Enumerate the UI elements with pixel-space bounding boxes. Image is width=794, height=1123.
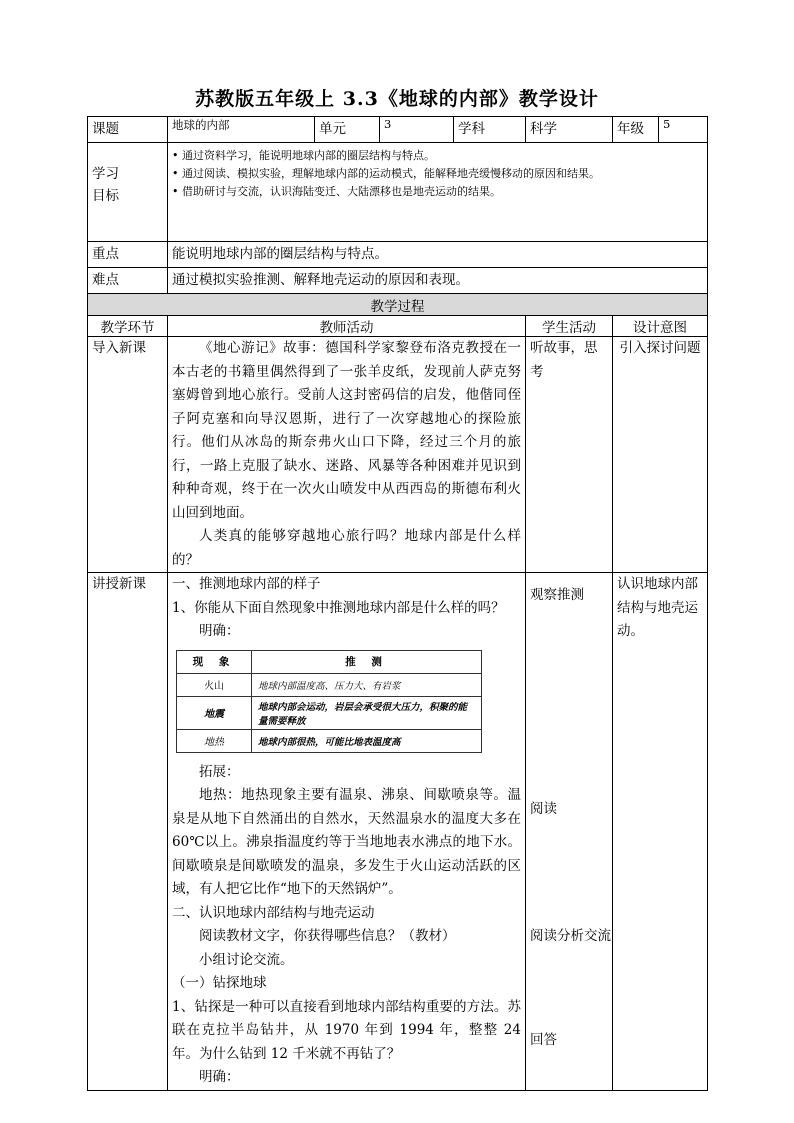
student-activity-read: 阅读 bbox=[530, 801, 557, 817]
clarify-1: 明确： bbox=[199, 623, 240, 639]
subject-label: 学科 bbox=[454, 117, 526, 143]
student-activity-answer: 回答 bbox=[530, 1032, 557, 1048]
column-header-stage: 教学环节 bbox=[88, 316, 168, 337]
lecture-stage: 讲授新课 bbox=[88, 573, 168, 1091]
lecture-row bbox=[88, 573, 708, 1091]
intro-intent: 引入探讨问题 bbox=[613, 337, 708, 573]
difficulty-row bbox=[88, 268, 708, 294]
key-point-label: 重点 bbox=[88, 242, 168, 268]
section-1-heading: 一、推测地球内部的样子 bbox=[172, 576, 321, 592]
grade-value: 5 bbox=[659, 117, 708, 143]
key-point-row bbox=[88, 242, 708, 268]
info-row bbox=[88, 117, 708, 143]
table-row bbox=[177, 673, 482, 696]
objectives-row bbox=[88, 143, 708, 242]
intro-story-paragraph: 《地心游记》故事：德国科学家黎登布洛克教授在一本古老的书籍里偶然得到了一张羊皮纸，发现前人萨克努塞姆曾到地心旅行。受前人这封密码信的启发，他偕同侄子阿克塞和向导汉恩斯，进行了一次穿越地心的探险旅行。他们从冰岛的斯奈弗火山口下降，经过三个月的旅行，一路上克服了缺水、迷路、风暴等各种困难并见识到种种奇观，终于在一次火山喷发中从西西岛的斯德布利火山回到地面。 bbox=[172, 340, 521, 521]
key-point-value: 能说明地球内部的圈层结构与特点。 bbox=[168, 242, 708, 268]
objectives-content bbox=[168, 143, 708, 242]
section-2-heading: 二、认识地球内部结构与地壳运动 bbox=[172, 904, 375, 921]
intro-stage: 导入新课 bbox=[88, 337, 168, 573]
phenomenon-header: 现 象 bbox=[177, 650, 252, 673]
lecture-teacher bbox=[168, 573, 526, 1091]
column-header-intent: 设计意图 bbox=[613, 316, 708, 337]
question-1: 1、你能从下面自然现象中推测地球内部是什么样的吗？ bbox=[172, 599, 505, 616]
group-discussion: 小组讨论交流。 bbox=[199, 951, 294, 968]
objective-item: • 借助研讨与交流，认识海陆变迁、大陆漂移也是地壳运动的结果。 bbox=[172, 185, 501, 198]
student-activity-discuss: 阅读分析交流 bbox=[530, 928, 611, 944]
column-header-teacher: 教师活动 bbox=[168, 316, 526, 337]
phenomenon-table bbox=[176, 650, 482, 753]
difficulty-label: 难点 bbox=[88, 268, 168, 294]
difficulty-value: 通过模拟实验推测、解释地壳运动的原因和表现。 bbox=[168, 268, 708, 294]
intro-teacher bbox=[168, 337, 526, 573]
inference-cell: 地球内部会运动，岩层会承受很大压力，积聚的能量需要释放 bbox=[252, 696, 482, 729]
grade-label: 年级 bbox=[613, 117, 659, 143]
subject-value: 科学 bbox=[526, 117, 613, 143]
reading-task: 阅读教材文字，你获得哪些信息？（教材） bbox=[199, 928, 456, 944]
topic-label: 课题 bbox=[88, 117, 168, 143]
intro-row bbox=[88, 337, 708, 573]
inference-cell: 地球内部很热，可能比地表温度高 bbox=[252, 729, 482, 752]
extend-heading: 拓展： bbox=[199, 763, 240, 780]
intro-question-paragraph: 人类真的能够穿越地心旅行吗？地球内部是什么样的？ bbox=[172, 528, 521, 568]
subsection-1-heading: （一）钻探地球 bbox=[172, 975, 267, 991]
table-row bbox=[177, 696, 482, 729]
objective-item: • 通过资料学习，能说明地球内部的圈层结构与特点。 bbox=[172, 149, 435, 162]
lesson-plan-table bbox=[87, 116, 708, 1091]
geothermal-paragraph: 地热：地热现象主要有温泉、沸泉、间歇喷泉等。温泉是从地下自然涌出的自然水，天然温泉水的温度大多在 60℃以上。沸泉指温度约等于当地地表水沸点的地下水。间歇喷泉是间歇喷发的温泉，多发生于火山运动活跃的区域，有人把它比作“地下的天然锅炉”。 bbox=[172, 787, 521, 897]
process-banner: 教学过程 bbox=[88, 294, 708, 316]
intro-student: 听故事，思考 bbox=[526, 337, 613, 573]
clarify-2: 明确： bbox=[199, 1069, 240, 1085]
topic-value: 地球的内部 bbox=[168, 117, 315, 143]
table-row bbox=[177, 729, 482, 752]
objectives-label-line1: 学习 bbox=[92, 166, 119, 182]
unit-label: 单元 bbox=[315, 117, 380, 143]
student-activity-observe: 观察推测 bbox=[530, 587, 584, 603]
phenomenon-cell: 地热 bbox=[177, 729, 252, 752]
lecture-intent: 认识地球内部结构与地壳运动。 bbox=[613, 573, 708, 1091]
inference-cell: 地球内部温度高、压力大、有岩浆 bbox=[252, 673, 482, 696]
phenomenon-cell: 火山 bbox=[177, 673, 252, 696]
objective-item: • 通过阅读、模拟实验，理解地球内部的运动模式，能解释地壳缓慢移动的原因和结果。 bbox=[172, 167, 600, 180]
unit-value: 3 bbox=[380, 117, 454, 143]
objectives-label-line2: 目标 bbox=[92, 188, 119, 204]
page-title: 苏教版五年级上 3.3《地球的内部》教学设计 bbox=[195, 88, 599, 110]
process-banner-row bbox=[88, 294, 708, 316]
lecture-student bbox=[526, 573, 613, 1091]
column-header-row bbox=[88, 316, 708, 337]
question-2: 1、钻探是一种可以直接看到地球内部结构重要的方法。苏联在克拉半岛钻井，从 1970 年到 1994 年，整整 24 年。为什么钻到 12 千米就不再钻了？ bbox=[172, 998, 521, 1062]
objectives-label bbox=[88, 143, 168, 242]
phenomenon-cell: 地震 bbox=[177, 696, 252, 729]
column-header-student: 学生活动 bbox=[526, 316, 613, 337]
inference-header: 推 测 bbox=[252, 650, 482, 673]
phenomenon-table-header bbox=[177, 650, 482, 673]
